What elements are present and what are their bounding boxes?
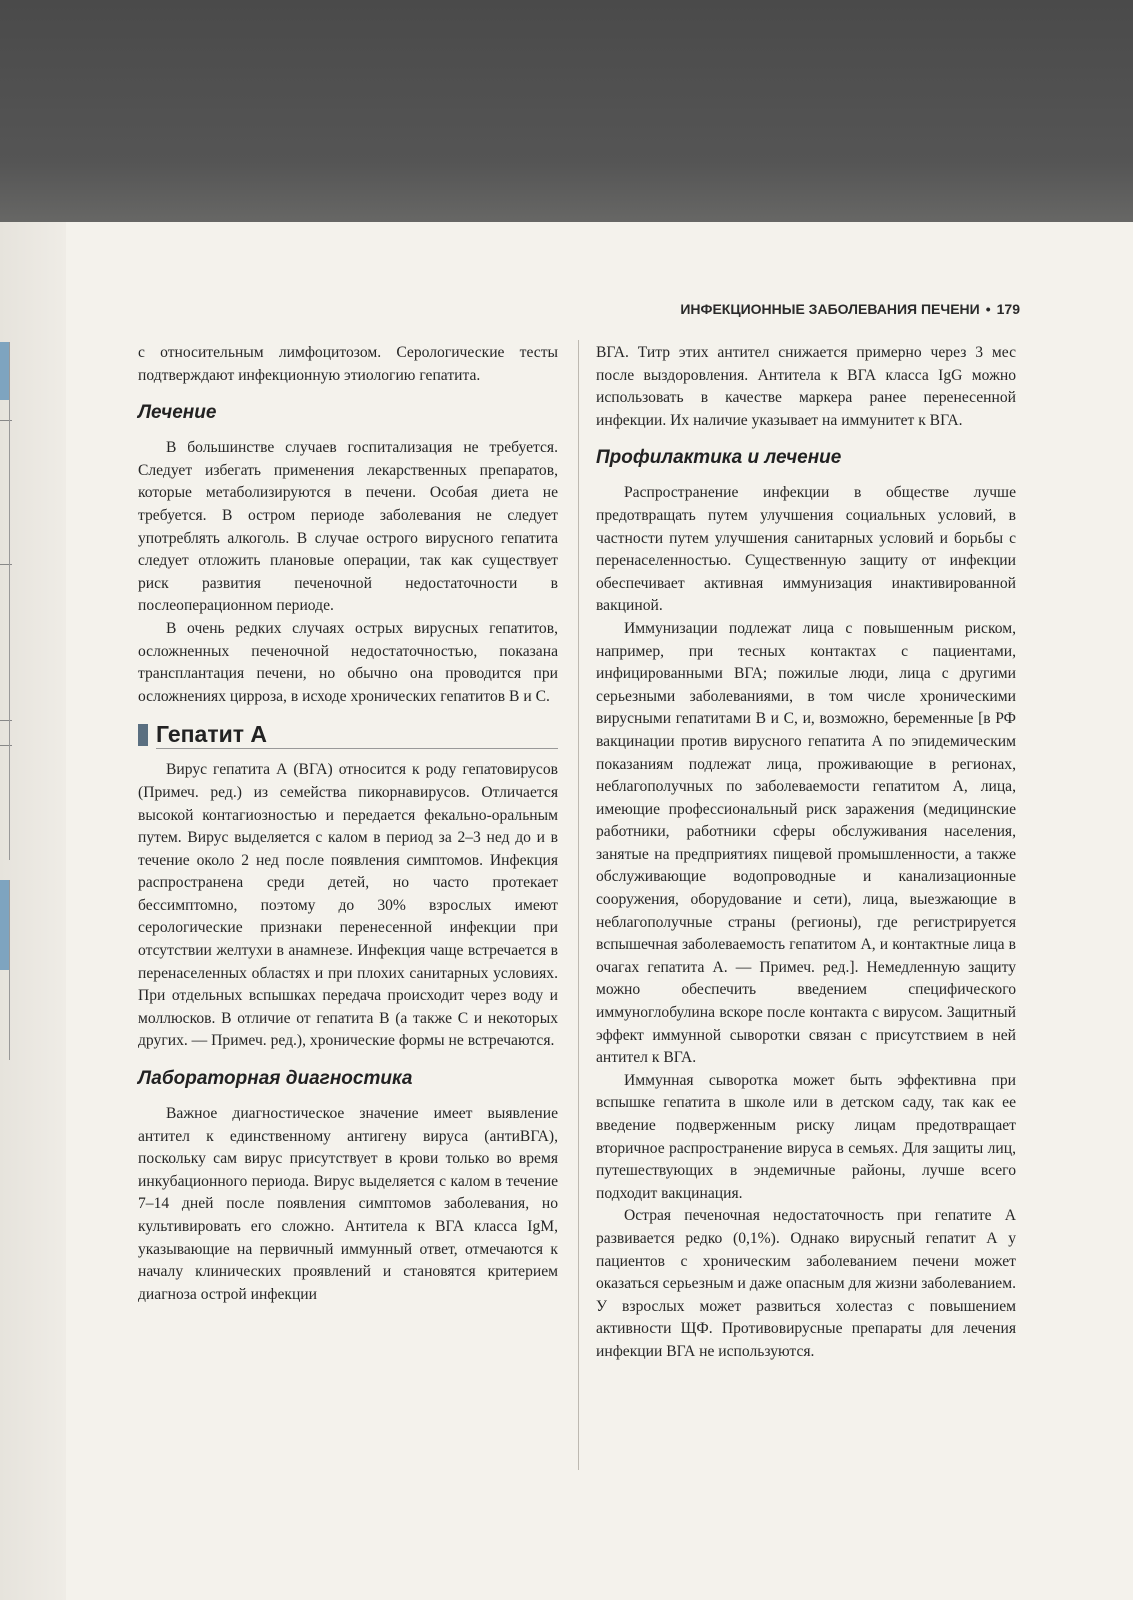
paragraph: В большинстве случаев госпитализация не требуется. Следует избегать применения лекарственных препаратов, которые метаболизируются в печени. Особая диета не требуется. В остром периоде заболевания не следует употреблять алкоголь. В случае острого вирусного гепатита следует отложить плановые операции, так как существует риск развития печеночной недостаточности в послеоперационном периоде.	[138, 439, 558, 615]
edge-rule	[9, 342, 10, 860]
paragraph: Вирус гепатита А (ВГА) относится к роду гепатовирусов (Примеч. ред.) из семейства пикорнавирусов. Отличается высокой контагиозностью и передается фекально-оральным путем. Вирус выделяется с калом в период за 2–3 нед до и в течение около 2 нед после появления симптомов. Инфекция распространена среди детей, но часто протекает бессимптомно, поэтому до 30% взрослых имеют серологические признаки перенесенной инфекции при отсутствии желтухи в анамнезе. Инфекция чаще встречается в перенаселенных областях и при плохих санитарных условиях. При отдельных вспышках передача происходит через воду и моллюсков. В отличие от гепатита В (а также С и некоторых других. — Примеч. ред.), хронические формы не встречаются.	[138, 761, 558, 1050]
edge-rule	[0, 420, 12, 421]
paragraph: Острая печеночная недостаточность при гепатите А развивается редко (0,1%). Однако вирусный гепатит А у пациентов с хроническим заболеванием печени может оказаться серьезным и даже опасным для жизни заболеванием. У взрослых может развиться холестаз с повышением активности ЩФ. Противовирусные препараты для лечения инфекции ВГА не используются.	[596, 1207, 1016, 1360]
section-heading-lab: Лабораторная диагностика	[138, 1068, 413, 1090]
scan-shadow	[0, 0, 1133, 232]
left-column	[138, 342, 558, 1306]
section-heading-prophylaxis: Профилактика и лечение	[596, 447, 842, 469]
heading-bar-icon	[138, 724, 148, 746]
paragraph: с относительным лимфоцитозом. Серологические тесты подтверждают инфекционную этиологию гепатита.	[138, 344, 558, 384]
running-head-title: ИНФЕКЦИОННЫЕ ЗАБОЛЕВАНИЯ ПЕЧЕНИ	[680, 301, 980, 317]
column-divider	[578, 340, 579, 1470]
chapter-heading-hepatitis-a	[138, 720, 558, 749]
edge-rule	[0, 720, 12, 721]
paragraph: В очень редких случаях острых вирусных гепатитов, осложненных печеночной недостаточностью, показана трансплантация печени, но обычно она проводится при осложнениях цирроза, в исходе хронических гепатитов В и С.	[138, 619, 558, 705]
chapter-heading-text: Гепатит А	[156, 720, 558, 749]
running-head	[600, 301, 1020, 317]
edge-rule	[0, 745, 12, 746]
running-head-separator: •	[985, 301, 991, 317]
page-number: 179	[996, 301, 1020, 317]
edge-rule	[0, 564, 12, 565]
paragraph: Иммунизации подлежат лица с повышенным риском, например, при тесных контактах с пациентами, инфицированными ВГА; пожилые люди, лица с другими серьезными заболеваниями, в том числе хроническими вирусными гепатитами В и С, и, возможно, беременные [в РФ вакцинации против вирусного гепатита А по эпидемическим показаниям подлежат лица, проживающие в регионах, неблагополучных по заболеваемости гепатитом А, лица, имеющие профессиональный риск заражения (медицинские работники, работники сферы обслуживания населения, занятые на предприятиях пищевой промышленности, а также обслуживающие водопроводные и канализационные сооружения, оборудование и сети), лица, выезжающие в неблагополучные страны (регионы), где регистрируется вспышечная заболеваемость гепатитом А, и контактные лица в очагах гепатита А. — Примеч. ред.]. Немедленную защиту можно обеспечить введением специфического иммуноглобулина вскоре после контакта с вирусом. Защитный эффект иммунной сыворотки связан с присутствием в ней антител к ВГА.	[596, 619, 1016, 1067]
section-heading-treatment: Лечение	[138, 402, 217, 424]
paragraph: Распространение инфекции в обществе лучше предотвращать путем улучшения социальных условий, в частности путем улучшения санитарных условий и борьбы с перенаселенностью. Существенную защиту от инфекции обеспечивает активная иммунизация инактивированной вакциной.	[596, 484, 1016, 615]
edge-rule	[9, 880, 10, 1060]
edge-color-tab	[0, 342, 9, 400]
paragraph: Иммунная сыворотка может быть эффективна при вспышке гепатита в школе или в детском саду, так как ее введение подверженным риску лицам предотвращает вторичное распространение вируса в семьях. Для защиты лиц, путешествующих в эндемичные районы, лучше всего подходит вакцинация.	[596, 1071, 1016, 1202]
paragraph: Важное диагностическое значение имеет выявление антител к единственному антигену вируса (антиВГА), поскольку сам вирус присутствует в крови только во время инкубационного периода. Вирус выделяется с калом в течение 7–14 дней после появления симптомов заболевания, но культивировать его сложно. Антитела к ВГА класса IgM, указывающие на первичный иммунный ответ, отмечаются к началу клинических проявлений и становятся критерием диагноза острой инфекции	[138, 1105, 558, 1303]
edge-color-tab	[0, 880, 9, 970]
paragraph: ВГА. Титр этих антител снижается примерно через 3 мес после выздоровления. Антитела к ВГА класса IgG можно использовать в качестве маркера ранее перенесенной инфекции. Их наличие указывает на иммунитет к ВГА.	[596, 344, 1016, 429]
right-column	[596, 342, 1016, 1364]
